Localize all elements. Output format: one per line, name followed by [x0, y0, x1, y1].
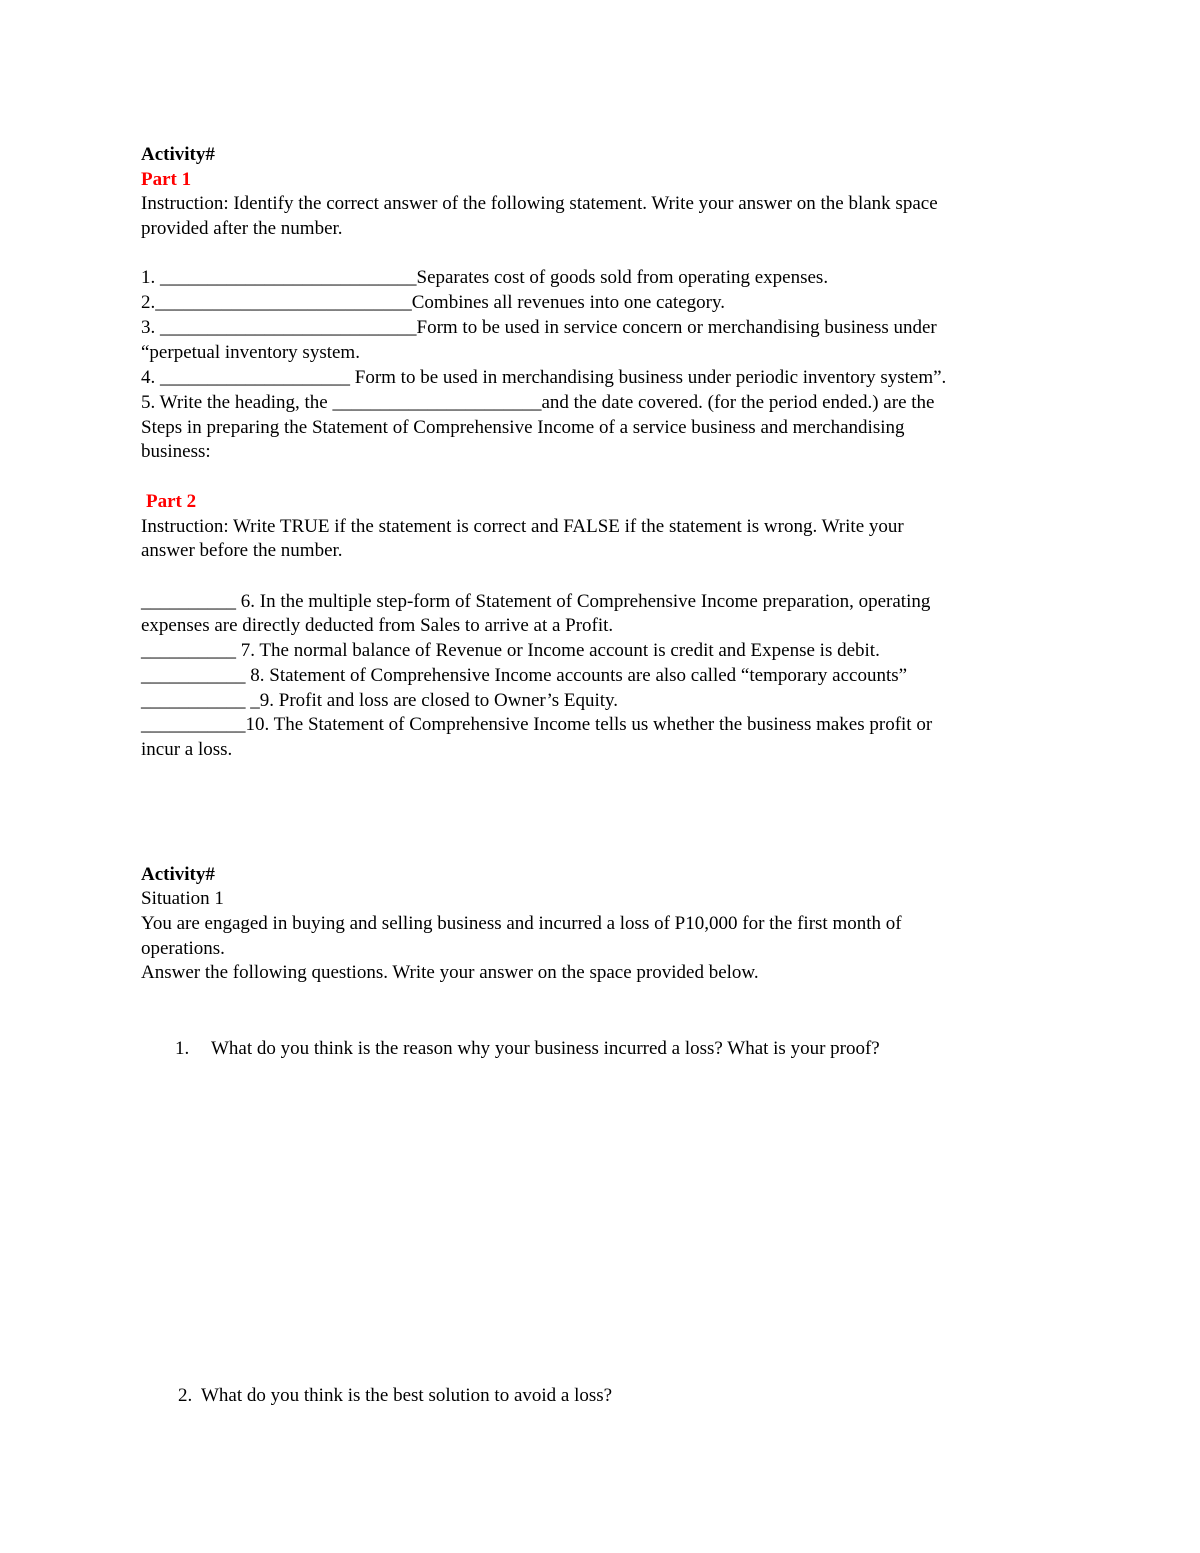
part-1-item-1: 1. ___________________________Separates cost of goods sold from operating expenses.: [141, 267, 829, 288]
part-1-item-3: 3. ___________________________Form to be used in service concern or merchandising business under: [141, 317, 937, 338]
question-1-number: 1.: [175, 1038, 190, 1059]
situation-label: Situation 1: [141, 888, 224, 909]
part-2-item-6: __________ 6. In the multiple step-form of Statement of Comprehensive Income preparation, operating: [141, 591, 931, 612]
situation-description-line-2: operations.: [141, 938, 225, 959]
part-2-item-8: ___________ 8. Statement of Comprehensive Income accounts are also called “temporary accounts”: [141, 665, 908, 686]
part-1-item-2: 2.___________________________Combines all revenues into one category.: [141, 292, 725, 313]
situation-description-line-1: You are engaged in buying and selling business and incurred a loss of P10,000 for the first month of: [141, 913, 902, 934]
part-2-item-9: ___________ _9. Profit and loss are closed to Owner’s Equity.: [141, 690, 619, 711]
part-1-item-5: 5. Write the heading, the ______________________and the date covered. (for the period ended.) are the: [141, 392, 935, 413]
part-1-instruction-line-1: Instruction: Identify the correct answer of the following statement. Write your answer on the blank space: [141, 193, 938, 214]
part-2-item-10-cont: incur a loss.: [141, 739, 233, 760]
activity-title-1: Activity#: [141, 144, 215, 165]
activity-title-2: Activity#: [141, 864, 215, 885]
part-1-label: Part 1: [141, 169, 192, 190]
part-1-item-3-cont: “perpetual inventory system.: [141, 342, 360, 363]
part-2-item-10: ___________10. The Statement of Comprehensive Income tells us whether the business makes profit or: [141, 714, 933, 735]
question-2-number: 2.: [178, 1385, 193, 1406]
part-1-instruction-line-2: provided after the number.: [141, 218, 343, 239]
part-2-instruction-line-1: Instruction: Write TRUE if the statement is correct and FALSE if the statement is wrong. Write your: [141, 516, 904, 537]
part-1-item-5-cont-1: Steps in preparing the Statement of Comprehensive Income of a service business and merchandising: [141, 417, 905, 438]
situation-instruction: Answer the following questions. Write your answer on the space provided below.: [141, 962, 759, 983]
part-2-item-6-cont: expenses are directly deducted from Sales to arrive at a Profit.: [141, 615, 614, 636]
part-2-item-7: __________ 7. The normal balance of Revenue or Income account is credit and Expense is debit.: [141, 640, 880, 661]
part-2-label: Part 2: [146, 491, 197, 512]
question-2-text: What do you think is the best solution to avoid a loss?: [201, 1385, 613, 1406]
part-1-item-4: 4. ____________________ Form to be used in merchandising business under periodic inventory system”.: [141, 367, 947, 388]
question-1-text: What do you think is the reason why your business incurred a loss? What is your proof?: [211, 1038, 880, 1059]
part-2-instruction-line-2: answer before the number.: [141, 540, 343, 561]
part-1-item-5-cont-2: business:: [141, 441, 211, 462]
